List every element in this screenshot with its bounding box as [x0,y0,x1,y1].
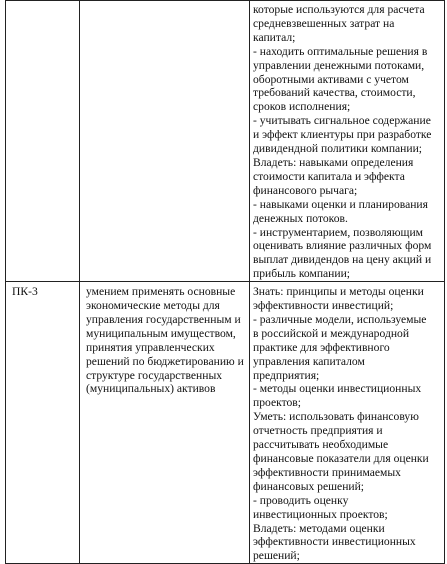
competency-code-cell [6,282,80,564]
text-line: сроков исполнения; [253,100,351,114]
text-line: управлении денежными потоками, [253,58,425,72]
text-line: - учитывать сигнальное содержание [253,114,431,128]
text-line: эффективности инвестиционных [253,535,416,549]
text-line: отчетность предприятия и [253,424,383,438]
text-line: структуре государственных [86,368,223,382]
text-line: управления капиталом [253,354,365,368]
competency-description [86,285,246,396]
text-line: - инструментарием, позволяющим [253,225,424,239]
text-line: принятия управленческих [86,340,215,354]
competency-indicators-cell [250,1,445,282]
text-line: экономические методы для [86,299,220,313]
text-line: оценивать влияние различных форм [253,239,432,253]
text-line: оборотными активами с учетом [253,72,409,86]
text-line: Уметь: использовать финансовую [253,410,419,424]
competency-description-cell [80,1,250,282]
competency-indicators-cell [250,282,445,564]
text-line: и эффект клиентуры при разработке [253,128,432,142]
text-line: - проводить оценку [253,493,349,507]
text-line: рассчитывать необходимые [253,438,389,452]
text-line: умением применять основные [86,285,236,299]
text-line: практике для эффективного [253,340,390,354]
text-line: Знать: принципы и методы оценки [253,285,424,299]
text-line: которые используются для расчета [253,3,425,16]
text-line: - находить оптимальные решения в [253,44,428,58]
text-line: в российской и международной [253,326,410,340]
text-line: финансовых решений; [253,479,365,493]
text-line: решений; [253,549,300,563]
text-line: - навыками оценки и планирования [253,197,428,211]
text-line: финансовые показатели для оценки [253,452,429,465]
competency-indicators [253,285,441,563]
competency-indicators [253,3,441,281]
text-line: управления государственным и [86,312,241,326]
text-line: прибыль компании; [253,267,351,281]
text-line: Владеть: методами оценки [253,521,385,535]
text-line: средневзвешенных затрат на [253,16,395,30]
text-line: - методы оценки инвестиционных [253,382,422,396]
competency-description-cell [80,282,250,564]
text-line: дивидендной политики компании; [253,142,423,156]
competency-code: ПК-3 [12,285,38,299]
text-line: решений по бюджетированию и [86,354,244,368]
text-line: инвестиционных проектов; [253,507,388,521]
table-row [6,282,445,564]
text-line: (муниципальных) активов [86,382,216,396]
text-line: эффективности инвестиций; [253,299,394,313]
text-line: денежных потоков. [253,211,348,225]
text-line: Владеть: навыками определения [253,155,414,169]
text-line: требований качества, стоимости, [253,86,416,100]
text-line: - различные модели, используемые [253,312,427,326]
text-line: предприятия; [253,368,320,382]
text-line: капитал; [253,30,296,44]
text-line: стоимости капитала и эффекта [253,169,405,183]
text-line: финансового рычага; [253,183,358,197]
table-row [6,1,445,282]
text-line: эффективности принимаемых [253,465,401,479]
competency-table [5,0,445,564]
text-line: проектов; [253,396,301,410]
competency-code-cell [6,1,80,282]
text-line: муниципальным имуществом, [86,326,236,340]
text-line: выплат дивидендов на цену акций и [253,253,432,267]
